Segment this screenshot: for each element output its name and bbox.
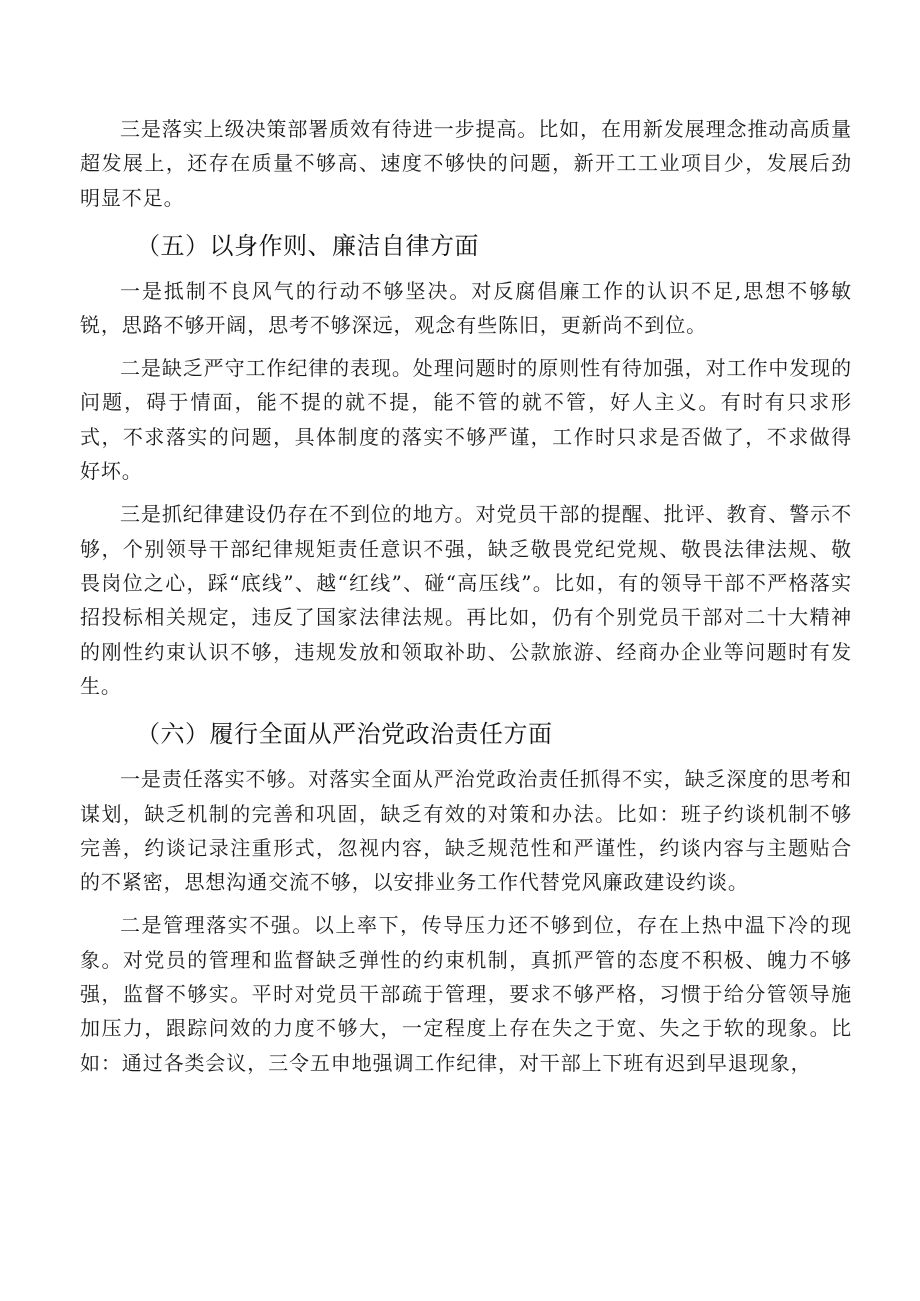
section-heading-5: （五）以身作则、廉洁自律方面 xyxy=(136,231,479,260)
section-heading-6: （六）履行全面从严治党政治责任方面 xyxy=(136,720,553,749)
paragraph-5: 一是责任落实不够。对落实全面从严治党政治责任抓得不实，缺乏深度的思考和谋划，缺乏机制的完善和巩固，缺乏有效的对策和办法。比如：班子约谈机制不够完善，约谈记录注重形式，忽视内容，缺乏规范性和严谨性，约谈内容与主题贴合的不紧密，思想沟通交流不够，以安排业务工作代替党风廉政建设约谈。 xyxy=(80,767,852,895)
paragraph-1: 三是落实上级决策部署质效有待进一步提高。比如，在用新发展理念推动高质量超发展上，还存在质量不够高、速度不够快的问题，新开工工业项目少，发展后劲明显不足。 xyxy=(80,117,852,210)
paragraph-6: 二是管理落实不强。以上率下，传导压力还不够到位，存在上热中温下冷的现象。对党员的管理和监督缺乏弹性的约束机制，真抓严管的态度不积极、魄力不够强，监督不够实。平时对党员干部疏于管理，要求不够严格，习惯于给分管领导施加压力，跟踪问效的力度不够大，一定程度上存在失之于宽、失之于软的现象。比如：通过各类会议，三令五申地强调工作纪律，对干部上下班有迟到早退现象， xyxy=(80,913,852,1075)
document-page xyxy=(80,112,852,1089)
paragraph-3: 二是缺乏严守工作纪律的表现。处理问题时的原则性有待加强，对工作中发现的问题，碍于情面，能不提的就不提，能不管的就不管，好人主义。有时有只求形式，不求落实的问题，具体制度的落实不够严谨，工作时只求是否做了，不求做得好坏。 xyxy=(80,356,852,484)
paragraph-4: 三是抓纪律建设仍存在不到位的地方。对党员干部的提醒、批评、教育、警示不够，个别领导干部纪律规矩责任意识不强，缺乏敬畏党纪党规、敬畏法律法规、敬畏岗位之心，踩“底线”、越“红线”、碰“高压线”。比如，有的领导干部不严格落实招投标相关规定，违反了国家法律法规。再比如，仍有个别党员干部对二十大精神的刚性约束认识不够，违规发放和领取补助、公款旅游、经商办企业等问题时有发生。 xyxy=(80,502,852,699)
paragraph-2: 一是抵制不良风气的行动不够坚决。对反腐倡廉工作的认识不足,思想不够敏锐，思路不够开阔，思考不够深远，观念有些陈旧，更新尚不到位。 xyxy=(80,278,852,338)
